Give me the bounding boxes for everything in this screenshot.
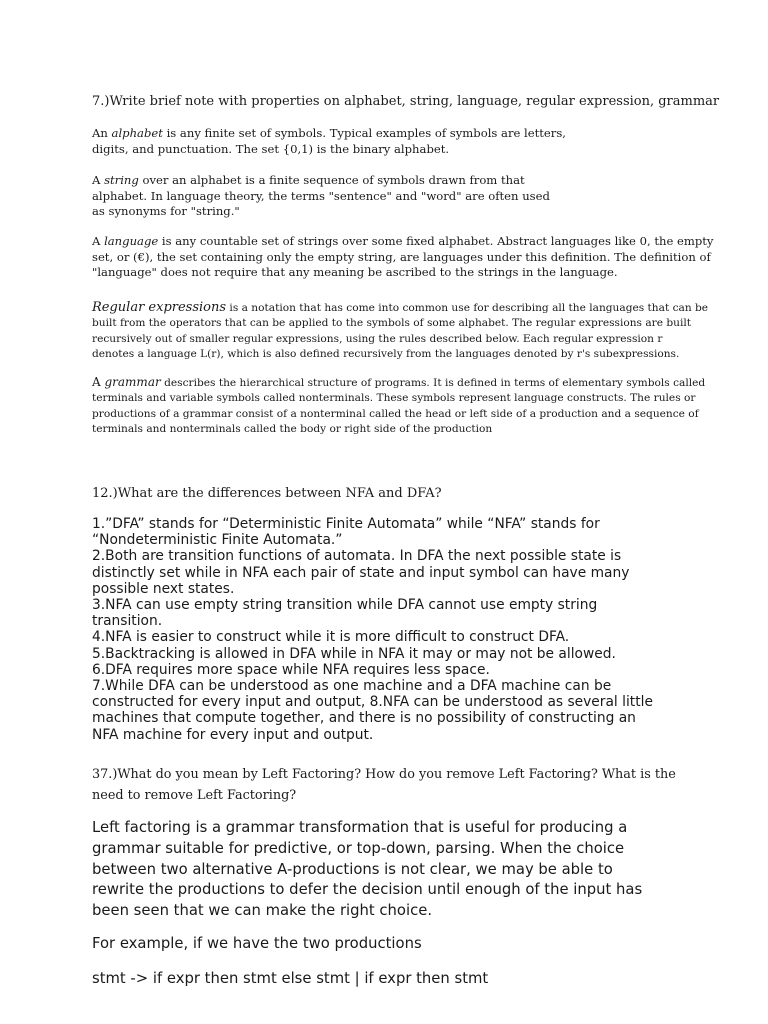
question-12-heading: 12.)What are the differences between NFA and DFA? — [92, 486, 442, 501]
language-term: language — [104, 234, 159, 248]
string-line: A string over an alphabet is a finite sequence of symbols drawn from that — [92, 173, 525, 187]
difference-line: 4.NFA is easier to construct while it is more difficult to construct DFA. — [92, 629, 570, 646]
difference-line: “Nondeterministic Finite Automata.” — [92, 532, 343, 549]
language-line: set, or (€), the set containing only the empty string, are languages under this definition. The definition of — [92, 249, 711, 264]
question-37-heading-line: need to remove Left Factoring? — [92, 788, 297, 803]
difference-line: 7.While DFA can be understood as one machine and a DFA machine can be — [92, 678, 612, 695]
alphabet-line: digits, and punctuation. The set {0,1) is the binary alphabet. — [92, 141, 450, 156]
string-term: string — [104, 173, 139, 187]
difference-line: constructed for every input and output, 8.NFA can be understood as several little — [92, 694, 653, 711]
grammar-paragraph — [92, 375, 705, 437]
difference-line: distinctly set while in NFA each pair of state and input symbol can have many — [92, 564, 630, 581]
difference-line: transition. — [92, 613, 163, 630]
left-factoring-line: been seen that we can make the right choice. — [92, 902, 433, 920]
grammar-line: productions of a grammar consist of a nonterminal called the head or left side of a production and a sequence of — [92, 407, 699, 420]
alphabet-paragraph — [92, 126, 566, 157]
difference-line: 3.NFA can use empty string transition while DFA cannot use empty string — [92, 597, 598, 614]
question-7-heading: 7.)Write brief note with properties on alphabet, string, language, regular expression, grammar — [92, 94, 720, 109]
left-factoring-line: between two alternative A-productions is not clear, we may be able to — [92, 860, 613, 878]
difference-line: possible next states. — [92, 580, 235, 597]
difference-line: 5.Backtracking is allowed in DFA while in NFA it may or may not be allowed. — [92, 645, 616, 662]
left-factoring-line: Left factoring is a grammar transformation that is useful for producing a — [92, 819, 628, 836]
alphabet-line: An alphabet is any finite set of symbols. Typical examples of symbols are letters, — [92, 126, 566, 140]
production-rule: stmt -> if expr then stmt else stmt | if expr then stmt — [92, 970, 489, 987]
grammar-term: grammar — [104, 375, 161, 389]
language-line: A language is any countable set of strings over some fixed alphabet. Abstract languages like 0, the empty — [92, 234, 714, 248]
example-intro: For example, if we have the two productions — [92, 935, 422, 952]
string-paragraph — [92, 173, 550, 220]
difference-line: 1.”DFA” stands for “Deterministic Finite Automata” while “NFA” stands for — [92, 516, 600, 532]
question-37-heading — [92, 764, 676, 806]
left-factoring-paragraph — [92, 818, 642, 922]
grammar-line: terminals and nonterminals called the body or right side of the production — [92, 422, 493, 435]
difference-line: NFA machine for every input and output. — [92, 726, 374, 743]
left-factoring-line: grammar suitable for predictive, or top-down, parsing. When the choice — [92, 839, 625, 857]
left-factoring-line: rewrite the productions to defer the decision until enough of the input has — [92, 881, 643, 899]
regex-line: Regular expressions is a notation that has come into common use for describing all the languages that can be — [92, 300, 709, 315]
string-line: alphabet. In language theory, the terms "sentence" and "word" are often used — [92, 188, 550, 203]
question-37-heading-line: 37.)What do you mean by Left Factoring? How do you remove Left Factoring? What is the — [92, 767, 676, 782]
alphabet-term: alphabet — [111, 126, 163, 140]
nfa-dfa-differences — [92, 516, 752, 743]
difference-line: 6.DFA requires more space while NFA requires less space. — [92, 661, 490, 678]
regex-term: Regular expressions — [92, 300, 227, 315]
regex-line: built from the operators that can be applied to the symbols of some alphabet. The regular expressions are built — [92, 317, 692, 330]
difference-line: 2.Both are transition functions of automata. In DFA the next possible state is — [92, 548, 622, 565]
grammar-line: A grammar describes the hierarchical structure of programs. It is defined in terms of elementary symbols called — [92, 375, 706, 389]
grammar-line: terminals and variable symbols called nonterminals. These symbols represent language constructs. The rules or — [92, 392, 696, 405]
string-line: as synonyms for "string." — [92, 204, 240, 219]
language-paragraph — [92, 234, 713, 281]
regex-paragraph — [92, 300, 708, 362]
regex-line: denotes a language L(r), which is also defined recursively from the languages denoted by r's subexpressions. — [92, 347, 680, 360]
language-line: "language" does not require that any meaning be ascribed to the strings in the language. — [92, 265, 618, 280]
difference-line: machines that compute together, and there is no possibility of constructing an — [92, 710, 636, 727]
regex-line: recursively out of smaller regular expressions, using the rules described below. Each regular expression r — [92, 332, 663, 345]
